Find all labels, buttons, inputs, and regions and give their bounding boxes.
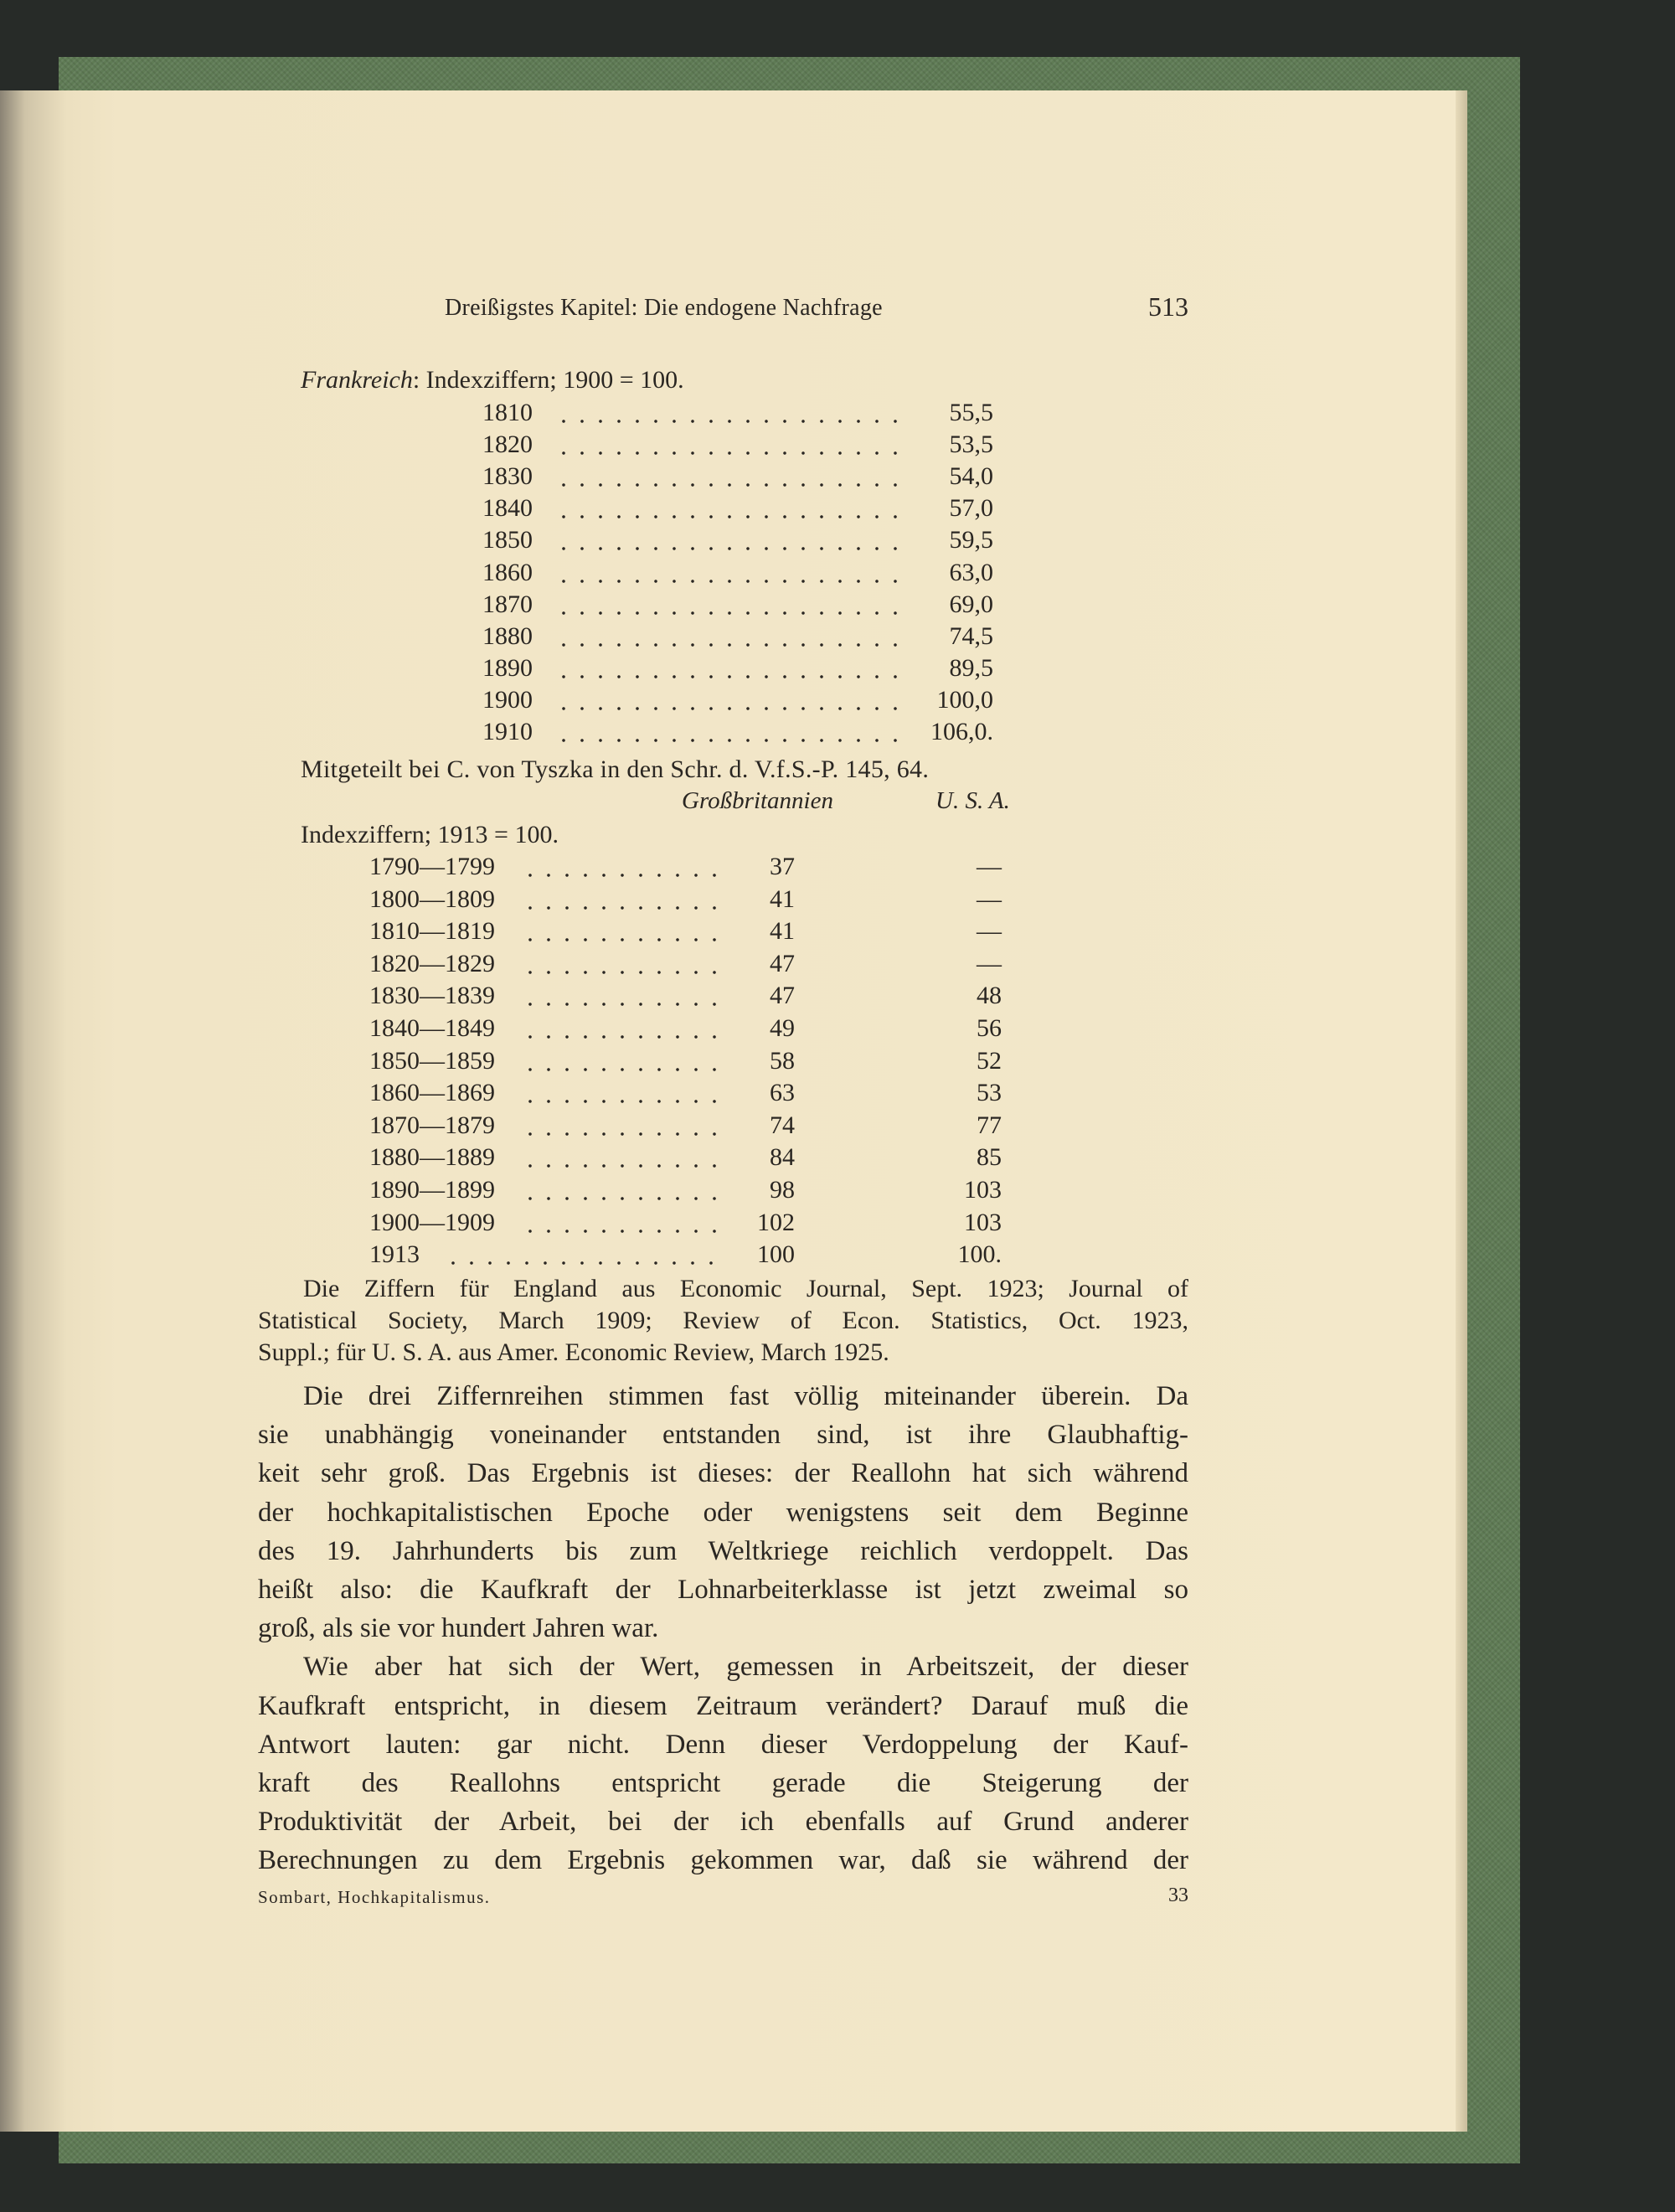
paragraph-line: der hochkapitalistischen Epoche oder wenigstens seit dem Beginne — [258, 1497, 1188, 1528]
france-caption — [301, 366, 684, 394]
dot-leader — [521, 916, 725, 946]
table-value-gb: 58 — [770, 1046, 795, 1075]
table-value-usa: 103 — [964, 1208, 1002, 1236]
dot-leader — [554, 590, 906, 620]
dot-leader — [554, 493, 906, 523]
france-label: Frankreich — [301, 366, 413, 394]
table-period: 1870—1879 — [369, 1111, 495, 1139]
paragraph-line: Berechnungen zu dem Ergebnis gekommen war, daß sie während der — [258, 1845, 1188, 1876]
table-year: 1860 — [482, 558, 533, 586]
table-year: 1900 — [482, 685, 533, 714]
dot-leader — [521, 1111, 725, 1141]
table-period: 1800—1809 — [369, 884, 495, 913]
paragraph-line: Antwort lauten: gar nicht. Denn dieser Verdoppelung der Kauf- — [258, 1729, 1188, 1760]
page-number: 513 — [1148, 291, 1188, 322]
dot-leader — [521, 1142, 725, 1173]
dot-leader — [521, 852, 725, 882]
table-value-usa: — — [977, 853, 1002, 880]
footer-sheet-number: 33 — [1168, 1885, 1188, 1906]
source-note-line: Statistical Society, March 1909; Review of Econ. Statistics, Oct. 1923, — [258, 1307, 1188, 1334]
running-head: Dreißigstes Kapitel: Die endogene Nachfrage — [445, 295, 883, 321]
table-period: 1810—1819 — [369, 917, 495, 946]
paragraph-line: groß, als sie vor hundert Jahren war. — [258, 1613, 659, 1644]
table-period: 1840—1849 — [369, 1014, 495, 1042]
column-header-usa: U. S. A. — [935, 787, 1010, 814]
table-value: 89,5 — [949, 653, 993, 682]
paragraph-line: sie unabhängig voneinander entstanden sind, ist ihre Glaubhaftig- — [258, 1420, 1188, 1451]
column-header-gb: Großbritannien — [682, 787, 833, 814]
page-edge — [1456, 90, 1467, 2132]
table-value-usa: — — [977, 917, 1002, 946]
paragraph-line: Produktivität der Arbeit, bei der ich ebenfalls auf Grund anderer — [258, 1807, 1188, 1838]
table-year: 1880 — [482, 621, 533, 650]
dot-leader — [521, 884, 725, 915]
table-value: 69,0 — [949, 590, 993, 618]
table-year: 1820 — [482, 431, 533, 459]
table-value: 74,5 — [949, 621, 993, 650]
table-value-gb: 41 — [770, 917, 795, 946]
dot-leader — [521, 949, 725, 979]
dot-leader — [521, 981, 725, 1011]
france-caption-text: : Indexziffern; 1900 = 100. — [412, 366, 684, 394]
table-value-usa: 103 — [964, 1176, 1002, 1204]
paragraph-line: heißt also: die Kaufkraft der Lohnarbeiterklasse ist jetzt zweimal so — [258, 1575, 1188, 1605]
table-value-usa: 85 — [977, 1143, 1002, 1172]
table-value-gb: 102 — [757, 1208, 795, 1236]
dot-leader — [521, 1208, 725, 1238]
paragraph-line: des 19. Jahrhunderts bis zum Weltkriege reichlich verdoppelt. Das — [258, 1535, 1188, 1566]
table-value-gb: 84 — [770, 1143, 795, 1172]
table-value-usa: 52 — [977, 1046, 1002, 1075]
table-period: 1913 — [369, 1240, 420, 1269]
table-year: 1890 — [482, 653, 533, 682]
table-period: 1880—1889 — [369, 1143, 495, 1172]
table-value-gb: 98 — [770, 1176, 795, 1204]
footer-signature: Sombart, Hochkapitalismus. — [258, 1887, 491, 1907]
table-value-gb: 47 — [770, 982, 795, 1010]
table-period: 1890—1899 — [369, 1176, 495, 1204]
paragraph-line: Kaufkraft entspricht, in diesem Zeitraum verändert? Darauf muß die — [258, 1690, 1188, 1721]
table-value-usa: 48 — [977, 982, 1002, 1010]
table-period: 1900—1909 — [369, 1208, 495, 1236]
table-value-usa: 77 — [977, 1111, 1002, 1139]
dot-leader — [554, 558, 906, 588]
dot-leader — [554, 430, 906, 460]
dot-leader — [521, 1078, 725, 1108]
table-value: 59,5 — [949, 526, 993, 554]
dot-leader — [554, 398, 906, 428]
france-source: Mitgeteilt bei C. von Tyszka in den Schr. d. V.f.S.-P. 145, 64. — [301, 755, 930, 783]
table-period: 1790—1799 — [369, 853, 495, 880]
dot-leader — [554, 685, 906, 715]
dot-leader — [554, 525, 906, 555]
table-year: 1910 — [482, 718, 533, 745]
table-value-gb: 47 — [770, 949, 795, 977]
table-year: 1850 — [482, 526, 533, 554]
paragraph-line: kraft des Reallohns entspricht gerade die Steigerung der — [258, 1768, 1188, 1798]
table-year: 1870 — [482, 590, 533, 618]
dot-leader — [554, 653, 906, 683]
table-year: 1830 — [482, 462, 533, 491]
dot-leader — [554, 621, 906, 652]
dot-leader — [521, 1175, 725, 1205]
table-value: 53,5 — [949, 431, 993, 459]
table-value-usa: — — [977, 949, 1002, 977]
table-value-gb: 100 — [757, 1240, 795, 1269]
paragraph-line: Die drei Ziffernreihen stimmen fast völlig miteinander überein. Da — [303, 1381, 1188, 1411]
table-value-usa: 100. — [957, 1240, 1002, 1269]
dot-leader — [521, 1013, 725, 1044]
dot-leader — [554, 461, 906, 492]
table-value: 100,0 — [936, 685, 993, 714]
table-value-gb: 63 — [770, 1079, 795, 1107]
table-period: 1830—1839 — [369, 982, 495, 1010]
table-value: 55,5 — [949, 399, 993, 426]
table-value: 57,0 — [949, 494, 993, 523]
table-year: 1840 — [482, 494, 533, 523]
source-note-line: Die Ziffern für England aus Economic Journal, Sept. 1923; Journal of — [303, 1275, 1188, 1302]
dot-leader — [521, 1046, 725, 1076]
table-value-gb: 41 — [770, 884, 795, 913]
table-value: 63,0 — [949, 558, 993, 586]
table-value-usa: — — [977, 884, 1002, 913]
dot-leader — [554, 717, 906, 747]
dot-leader — [444, 1240, 725, 1270]
table-year: 1810 — [482, 399, 533, 426]
table-period: 1860—1869 — [369, 1079, 495, 1107]
table-value: 106,0. — [930, 718, 993, 745]
gb-usa-caption: Indexziffern; 1913 = 100. — [301, 821, 559, 848]
source-note-line: Suppl.; für U. S. A. aus Amer. Economic Review, March 1925. — [258, 1338, 889, 1366]
paragraph-line: keit sehr groß. Das Ergebnis ist dieses: der Reallohn hat sich während — [258, 1458, 1188, 1489]
table-value-usa: 56 — [977, 1014, 1002, 1042]
table-period: 1850—1859 — [369, 1046, 495, 1075]
table-value-gb: 49 — [770, 1014, 795, 1042]
table-value: 54,0 — [949, 462, 993, 491]
table-value-gb: 74 — [770, 1111, 795, 1139]
paragraph-line: Wie aber hat sich der Wert, gemessen in Arbeitszeit, der dieser — [303, 1652, 1188, 1683]
table-value-gb: 37 — [770, 853, 795, 880]
table-value-usa: 53 — [977, 1079, 1002, 1107]
table-period: 1820—1829 — [369, 949, 495, 977]
